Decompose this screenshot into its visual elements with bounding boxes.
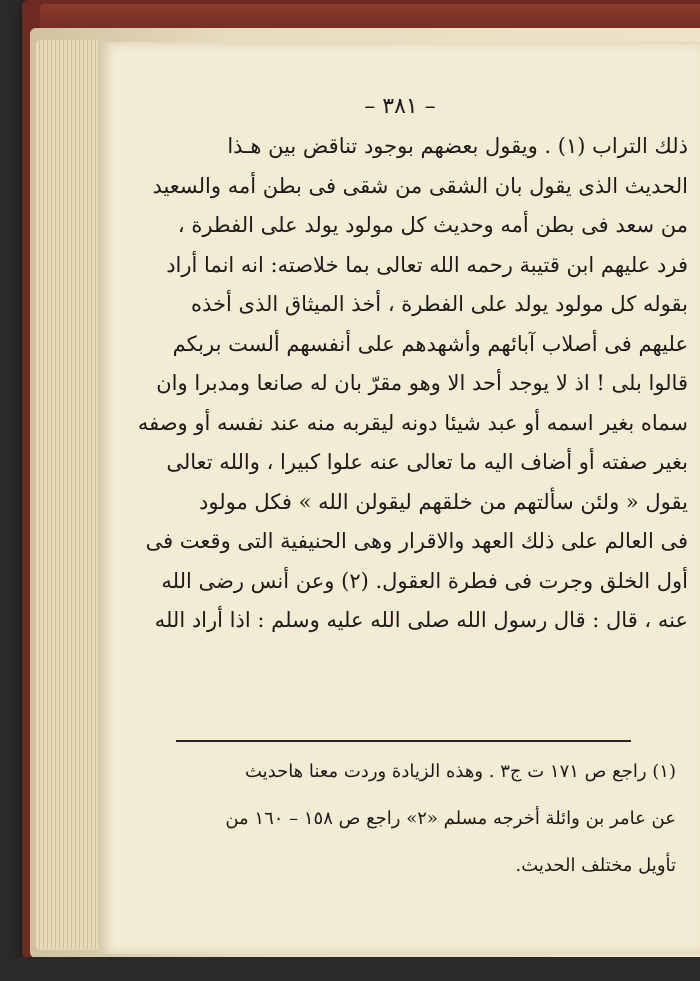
footnotes [120,748,676,889]
text-line: فرد عليهم ابن قتيبة رحمه الله تعالى بما خلاصته: انه انما أراد [166,252,688,277]
text-line: قالوا بلى ! اذ لا يوجد أحد الا وهو مقرّ بان له صانعا ومدبرا وان [156,371,688,395]
text-line: يقول « ولئن سألتهم من خلقهم ليقولن الله » فكل مولود [199,489,688,514]
page-edges [36,40,98,950]
table-surface [0,957,700,981]
text-line: عليهم فى أصلاب آبائهم وأشهدهم على أنفسهم ألست بربكم [172,331,688,356]
text-line: ذلك التراب (١) . ويقول بعضهم بوجود تناقض بين هـذا [227,134,688,158]
book-page [100,42,700,954]
text-line: بغير صفته أو أضاف اليه ما تعالى عنه علوا كبيرا ، والله تعالى [166,450,688,474]
text-line: من سعد فى بطن أمه وحديث كل مولود يولد على الفطرة ، [177,213,688,237]
page-number: – ٣٨١ – [364,94,436,119]
text-line: فى العالم على ذلك العهد والاقرار وهى الحنيفية التى وقعت فى [145,529,688,553]
text-line: عنه ، قال : قال رسول الله صلى الله عليه وسلم : اذا أراد الله [154,608,688,632]
footnote-line: عن عامر بن وائلة أخرجه مسلم «٢» راجع ص ١٥٨ – ١٦٠ من [225,808,676,829]
text-line: أول الخلق وجرت فى فطرة العقول. (٢) وعن أنس رضى الله [161,568,688,593]
footnote-line: (١) راجع ص ١٧١ ت ج٣ . وهذه الزيادة وردت معنا هاحديث [244,761,676,782]
footnote-line: تأويل مختلف الحديث. [515,855,676,876]
text-line: سماه بغير اسمه أو عبد شيئا دونه ليقربه منه عند نفسه أو وصفه [137,410,688,435]
footnote-divider [176,740,631,742]
body-text [120,127,688,641]
text-line: الحديث الذى يقول بان الشقى من شقى فى بطن أمه والسعيد [152,173,688,198]
text-line: بقوله كل مولود يولد على الفطرة ، أخذ الميثاق الذى أخذه [191,292,688,316]
